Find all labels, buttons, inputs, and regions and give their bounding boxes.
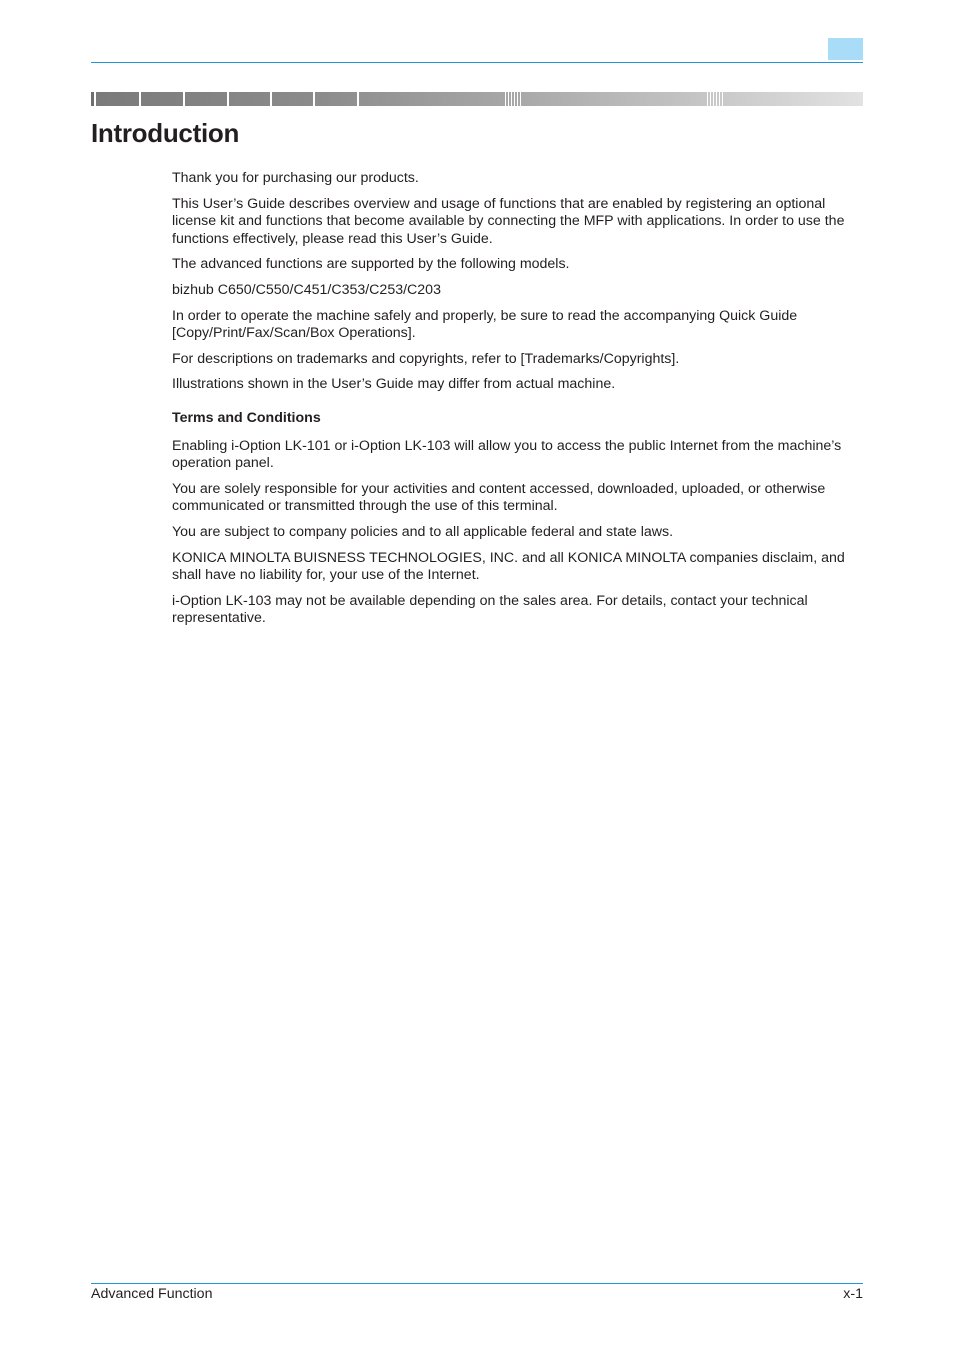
intro-paragraph: The advanced functions are supported by the following models. [172,256,570,273]
intro-paragraph: Thank you for purchasing our products. [172,170,419,186]
main-content [172,170,864,636]
terms-paragraph: Enabling i-Option LK-101 or i-Option LK-103 will allow you to access the public Internet from the machine’s operation panel. [172,437,842,472]
intro-paragraph: In order to operate the machine safely and properly, be sure to read the accompanying Quick Guide [Copy/Print/Fax/Scan/Box Operations]. [172,307,798,342]
terms-paragraph: KONICA MINOLTA BUISNESS TECHNOLOGIES, INC. and all KONICA MINOLTA companies disclaim, and shall have no liability for, your use of the Internet. [172,549,845,584]
chapter-tab [828,38,863,60]
terms-paragraph: i-Option LK-103 may not be available depending on the sales area. For details, contact your technical representative. [172,592,808,627]
terms-paragraph: You are subject to company policies and to all applicable federal and state laws. [172,523,674,540]
footer-manual-name: Advanced Function [91,1286,213,1302]
intro-paragraph: This User’s Guide describes overview and usage of functions that are enabled by registering an optional license kit and functions that become available by connecting the MFP with applications. In order to use the functions effectively, please read this User’s Guide. [172,195,845,247]
intro-paragraph: Illustrations shown in the User’s Guide may differ from actual machine. [172,376,616,393]
intro-paragraph: For descriptions on trademarks and copyrights, refer to [Trademarks/Copyrights]. [172,350,680,367]
terms-heading: Terms and Conditions [172,409,321,426]
model-list: bizhub C650/C550/C451/C353/C253/C203 [172,281,441,298]
decorative-title-bar [91,92,863,106]
page-number: x-1 [843,1286,863,1302]
page-title: Introduction [91,118,240,148]
header-rule [91,62,863,63]
footer-rule [91,1283,863,1284]
terms-paragraph: You are solely responsible for your activities and content accessed, downloaded, uploaded, or otherwise communicated or transmitted through the use of this terminal. [172,480,826,515]
